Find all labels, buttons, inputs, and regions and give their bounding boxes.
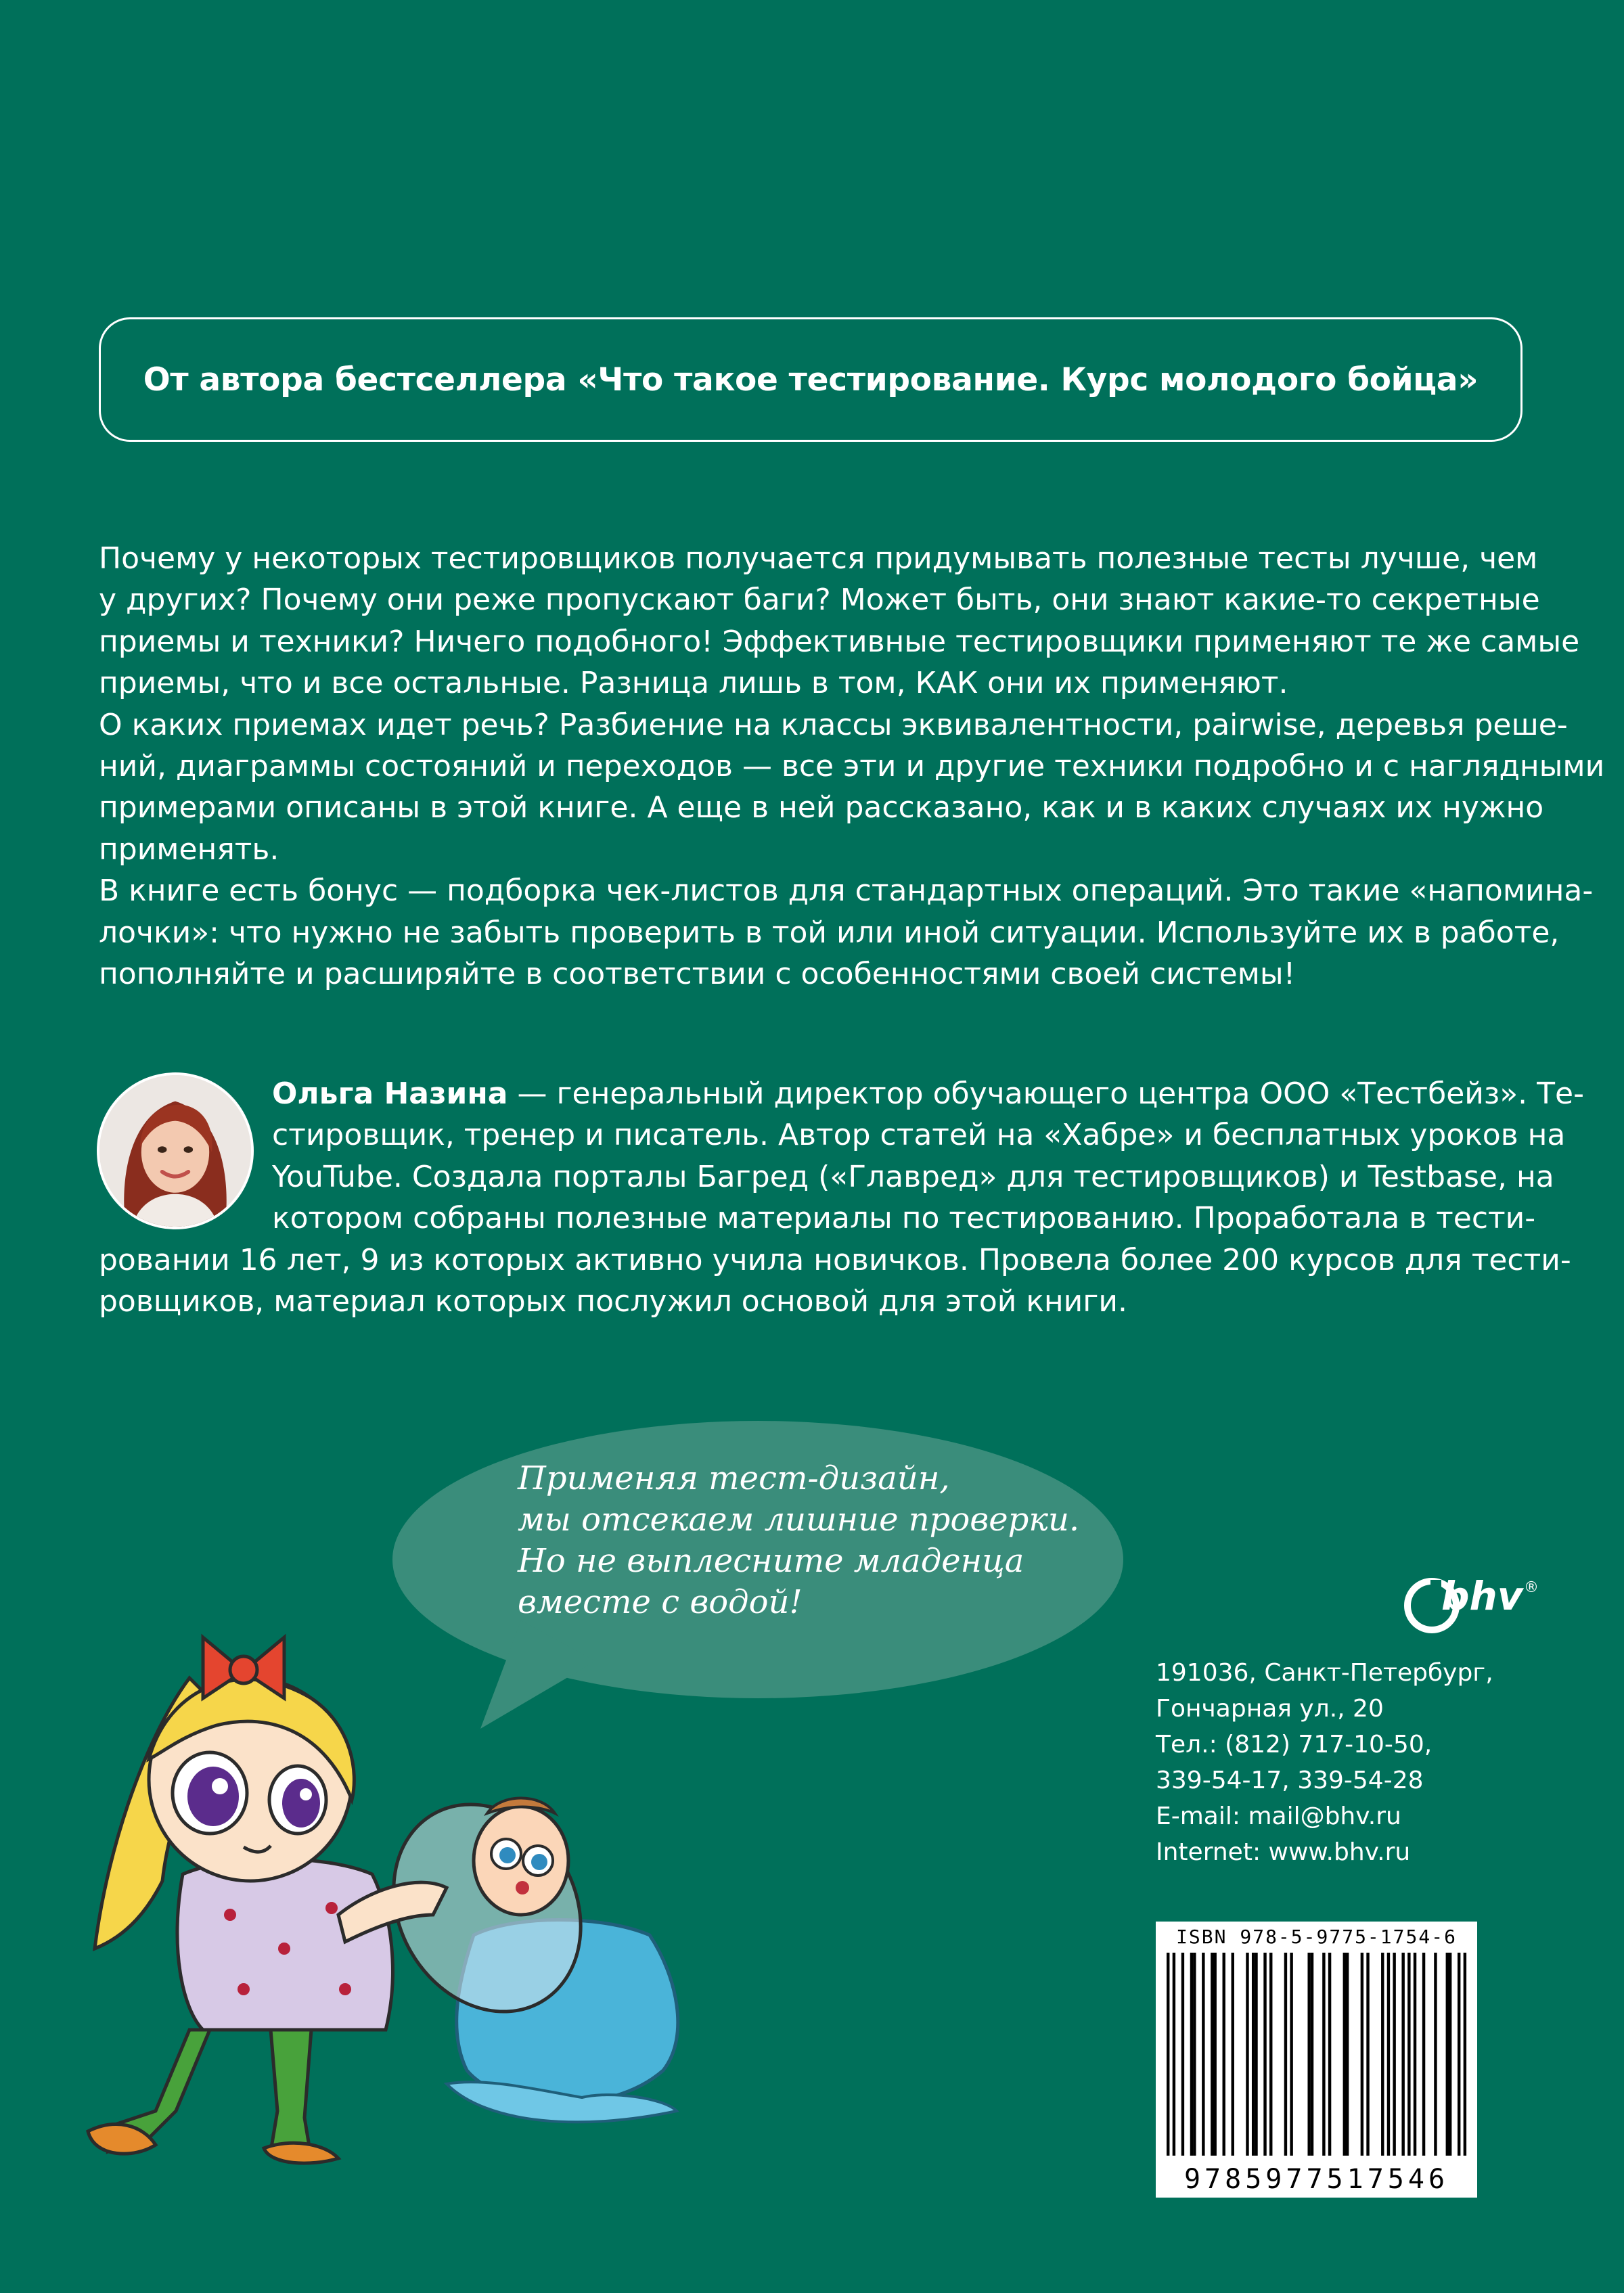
speech-line: Но не выплесните младенца — [518, 1542, 1024, 1580]
barcode-bar — [1255, 1953, 1257, 2156]
author-bio-first: — генеральный директор обучающего центра ООО «Тестбейз». Те- — [508, 1076, 1584, 1111]
bhv-logo-icon — [1401, 1553, 1543, 1634]
barcode-bar — [1343, 1953, 1346, 2156]
author-bio-line: YouTube. Создала порталы Багред («Главред» для тестировщиков) и Testbase, на — [272, 1159, 1554, 1194]
author-bio-line — [99, 1073, 1584, 1114]
contact-line: Гончарная ул., 20 — [1156, 1695, 1384, 1723]
description-line: Почему у некоторых тестировщиков получается придумывать полезные тесты лучше, чем — [99, 541, 1538, 576]
contact-line: Тел.: (812) 717-10-50, — [1156, 1731, 1433, 1758]
barcode-bar — [1387, 1953, 1390, 2156]
barcode-bar — [1307, 1953, 1310, 2156]
description-line: приемы, что и все остальные. Разница лишь в том, КАК они их применяют. — [99, 666, 1288, 701]
description-line: приемы и техники? Ничего подобного! Эффективные тестировщики применяют те же самые — [99, 624, 1580, 659]
author-bio-line: ровщиков, материал которых послужил основой для этой книги. — [99, 1284, 1127, 1319]
description-line: лочки»: что нужно не забыть проверить в той или иной ситуации. Используйте их в работе, — [99, 915, 1560, 950]
contact-line: 191036, Санкт-Петербург, — [1156, 1659, 1493, 1687]
barcode-digits: 9785977517546 — [1183, 2164, 1449, 2195]
description-line: у других? Почему они реже пропускают баги? Может быть, они знают какие-то секретные — [99, 583, 1540, 618]
barcode-bar — [1434, 1953, 1437, 2156]
contact-line: E-mail: mail@bhv.ru — [1156, 1802, 1401, 1830]
barcode-bar — [1328, 1953, 1331, 2156]
barcode-bar — [1269, 1953, 1272, 2156]
contact-line: 339-54-17, 339-54-28 — [1156, 1767, 1424, 1794]
description-line: применять. — [99, 832, 279, 867]
barcode-bar — [1361, 1953, 1363, 2156]
barcode-bar — [1458, 1953, 1460, 2156]
barcode-bar — [1211, 1953, 1213, 2156]
barcode-bar — [1193, 1953, 1196, 2156]
barcode-bar — [1246, 1953, 1248, 2156]
author-name: Ольга Назина — [272, 1076, 508, 1111]
author-bio-line: котором собраны полезные материалы по тестированию. Проработала в тести- — [272, 1201, 1536, 1236]
barcode-bar — [1401, 1953, 1404, 2156]
registered-mark: ® — [1524, 1579, 1539, 1596]
barcode-bars — [1156, 1922, 1477, 2198]
isbn-barcode — [1156, 1922, 1477, 2198]
barcode-bar — [1202, 1953, 1204, 2156]
barcode-bar — [1223, 1953, 1225, 2156]
cartoon-girl-illustration — [68, 1597, 785, 2165]
bhv-logo-text: bhv — [1441, 1573, 1523, 1619]
description-line: ний, диаграммы состояний и переходов — все эти и другие техники подробно и с наглядными — [99, 749, 1605, 784]
speech-line: Применяя тест-дизайн, — [518, 1459, 950, 1497]
description-line: примерами описаны в этой книге. А еще в ней рассказано, как и в каких случаях их нужно — [99, 790, 1544, 825]
barcode-bar — [1381, 1953, 1384, 2156]
description-line: пополняйте и расширяйте в соответствии с особенностями своей системы! — [99, 957, 1296, 992]
barcode-bar — [1346, 1953, 1349, 2156]
barcode-bar — [1407, 1953, 1410, 2156]
barcode-bar — [1213, 1953, 1216, 2156]
speech-line: вместе с водой! — [518, 1583, 803, 1621]
barcode-bar — [1311, 1953, 1313, 2156]
barcode-bar — [1173, 1953, 1175, 2156]
publisher-contacts — [1156, 1655, 1535, 1870]
contact-line: Internet: www.bhv.ru — [1156, 1838, 1411, 1866]
barcode-bar — [1366, 1953, 1369, 2156]
tagline-frame — [99, 317, 1522, 442]
barcode-bar — [1263, 1953, 1266, 2156]
author-bio-line: ровании 16 лет, 9 из которых активно учила новичков. Провела более 200 курсов для тести- — [99, 1242, 1571, 1277]
barcode-bar — [1290, 1953, 1292, 2156]
barcode-bar — [1167, 1953, 1169, 2156]
barcode-bar — [1422, 1953, 1425, 2156]
barcode-bar — [1252, 1953, 1255, 2156]
tagline: От автора бестселлера «Что такое тестирование. Курс молодого бойца» — [143, 361, 1479, 399]
author-bio — [99, 1073, 1584, 1322]
barcode-bar — [1393, 1953, 1395, 2156]
barcode-bar — [1181, 1953, 1184, 2156]
description-line: О каких приемах идет речь? Разбиение на классы эквивалентности, pairwise, деревья реше- — [99, 707, 1568, 742]
description-line: В книге есть бонус — подборка чек-листов для стандартных операций. Это такие «напомина- — [99, 873, 1594, 909]
barcode-bar — [1284, 1953, 1287, 2156]
barcode-bar — [1322, 1953, 1325, 2156]
barcode-bar — [1190, 1953, 1193, 2156]
barcode-bar — [1414, 1953, 1416, 2156]
barcode-bar — [1446, 1953, 1449, 2156]
isbn-label: ISBN 978-5-9775-1754-6 — [1176, 1926, 1457, 1948]
barcode-bar — [1232, 1953, 1234, 2156]
author-bio-line: стировщик, тренер и писатель. Автор статей на «Хабре» и бесплатных уроков на — [272, 1118, 1566, 1153]
speech-line: мы отсекаем лишние проверки. — [518, 1501, 1080, 1539]
book-description — [99, 538, 1605, 995]
barcode-bar — [1449, 1953, 1451, 2156]
barcode-bar — [1464, 1953, 1466, 2156]
